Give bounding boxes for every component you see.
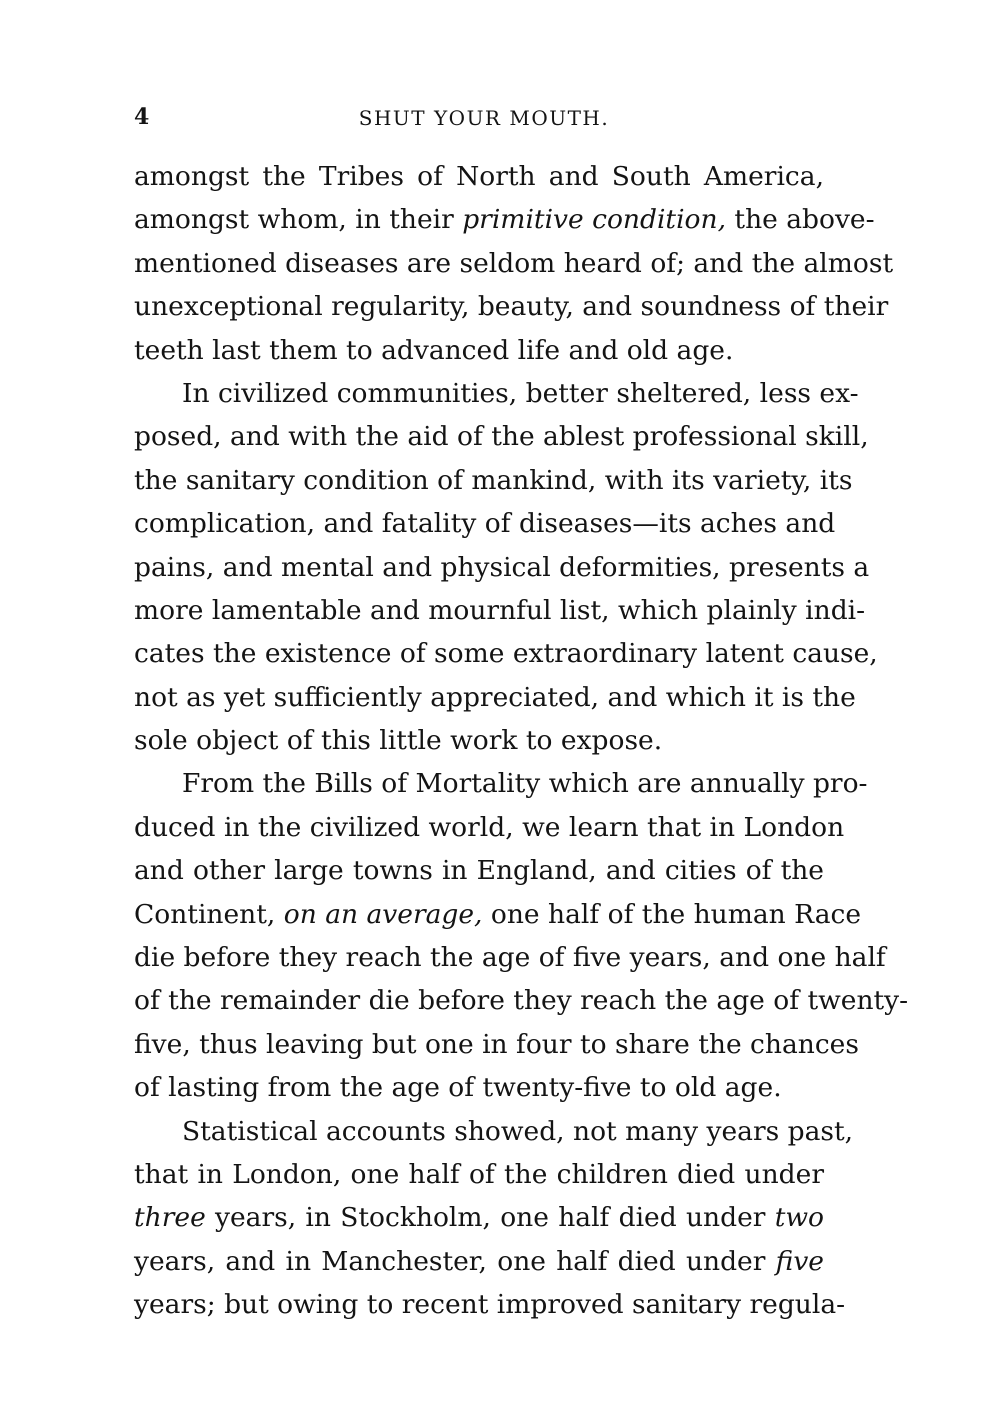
text-line [134, 329, 824, 372]
italic-text: five [775, 1245, 824, 1277]
text-segment: Continent, [134, 898, 284, 930]
text-segment: the above- [726, 204, 875, 236]
text-line [134, 806, 845, 849]
text-line [134, 589, 866, 632]
italic-text: three [134, 1202, 206, 1234]
text-line [134, 155, 824, 198]
italic-text: on an average, [283, 898, 483, 930]
text-line [134, 1240, 824, 1283]
text-segment: years; but owing to recent improved sanitary regula- [134, 1289, 846, 1321]
text-line [134, 1196, 824, 1239]
text-segment: From the Bills of Mortality which are annually pro- [182, 768, 868, 800]
text-line [134, 893, 862, 936]
text-segment: sole object of this little work to expose. [134, 725, 663, 757]
text-segment: unexceptional regularity, beauty, and soundness of their [134, 291, 889, 323]
text-line [134, 762, 868, 805]
text-segment: of the remainder die before they reach the age of twenty- [134, 985, 909, 1017]
paragraph-4 [134, 1110, 854, 1327]
page-number: 4 [134, 104, 150, 130]
text-line [134, 198, 875, 241]
text-line [134, 1110, 854, 1153]
text-line [134, 979, 909, 1022]
text-segment: amongst whom, in their [134, 204, 463, 236]
text-line [134, 849, 824, 892]
text-segment: teeth last them to advanced life and old age. [134, 334, 734, 366]
text-segment: and other large towns in England, and cities of the [134, 855, 824, 887]
body-text [134, 155, 909, 1327]
italic-text: primitive condition, [462, 204, 726, 236]
text-line [134, 546, 870, 589]
text-segment: die before they reach the age of five years, and one half [134, 942, 886, 974]
text-line [134, 285, 889, 328]
text-line [134, 459, 853, 502]
text-line [134, 1023, 859, 1066]
text-line [134, 632, 878, 675]
text-line [134, 415, 869, 458]
running-head [134, 104, 824, 134]
text-segment: cates the existence of some extraordinary latent cause, [134, 638, 878, 670]
text-segment: Statistical accounts showed, not many years past, [182, 1115, 854, 1147]
text-segment: not as yet sufficiently appreciated, and which it is the [134, 681, 856, 713]
text-segment: posed, and with the aid of the ablest professional skill, [134, 421, 869, 453]
text-segment: In civilized communities, better sheltered, less ex- [182, 377, 859, 409]
paragraph-2 [134, 372, 878, 763]
text-line [134, 242, 894, 285]
text-segment: of lasting from the age of twenty-five to old age. [134, 1072, 782, 1104]
running-title: SHUT YOUR MOUTH. [358, 106, 610, 130]
text-segment: the sanitary condition of mankind, with its variety, its [134, 464, 853, 496]
text-segment: more lamentable and mournful list, which plainly indi- [134, 594, 866, 626]
text-segment: one half of the human Race [482, 898, 862, 930]
text-line [134, 1283, 846, 1326]
text-segment: pains, and mental and physical deformities, presents a [134, 551, 870, 583]
text-segment: years, and in Manchester, one half died under [134, 1245, 776, 1277]
text-line [134, 372, 859, 415]
text-segment: complication, and fatality of diseases—its aches and [134, 508, 836, 540]
paragraph-1 [134, 155, 894, 372]
text-line [134, 719, 824, 762]
text-segment: duced in the civilized world, we learn that in London [134, 811, 845, 843]
italic-text: two [774, 1202, 824, 1234]
paragraph-3 [134, 762, 909, 1109]
text-segment: years, in Stockholm, one half died under [205, 1202, 775, 1234]
text-segment: mentioned diseases are seldom heard of; and the almost [134, 247, 894, 279]
text-line [134, 1153, 824, 1196]
text-line [134, 502, 836, 545]
text-segment: that in London, one half of the children died under [134, 1158, 824, 1190]
text-line [134, 1066, 824, 1109]
text-line [134, 676, 856, 719]
text-segment: five, thus leaving but one in four to share the chances [134, 1028, 859, 1060]
text-segment: amongst the Tribes of North and South America, [134, 161, 824, 192]
text-line [134, 936, 886, 979]
